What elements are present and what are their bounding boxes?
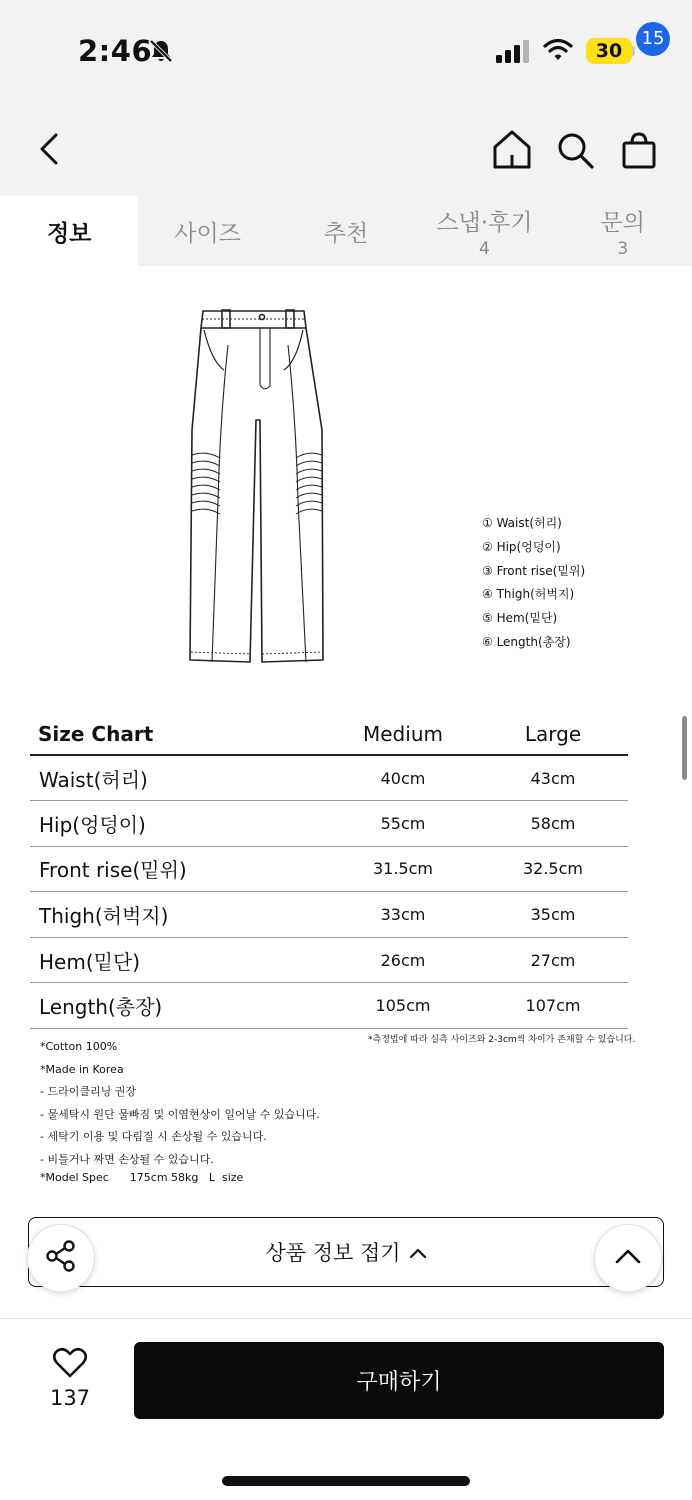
tab-count: 3 xyxy=(617,238,629,259)
buy-label: 구매하기 xyxy=(356,1370,442,1395)
share-icon xyxy=(44,1239,78,1277)
legend-item: ③ Front rise(밑위) xyxy=(482,563,586,578)
top-navigation xyxy=(0,100,692,196)
legend-item: ② Hip(엉덩이) xyxy=(482,539,561,554)
table-header-row xyxy=(30,714,628,755)
note-line: *Made in Korea xyxy=(40,1062,124,1076)
table-cell: 33cm xyxy=(328,892,478,938)
scroll-to-top-button[interactable] xyxy=(594,1224,662,1292)
status-time: 2:46 xyxy=(78,34,153,68)
note-line: *Model Spec 175cm 58kg L size xyxy=(40,1171,244,1184)
table-row xyxy=(30,937,628,983)
home-indicator[interactable] xyxy=(222,1476,470,1486)
bell-muted-icon xyxy=(148,38,174,68)
tab-label: 스냅·후기 xyxy=(436,209,533,236)
table-cell: 26cm xyxy=(328,937,478,983)
back-arrow-icon[interactable] xyxy=(36,132,64,170)
tab-inquiry[interactable] xyxy=(554,196,692,266)
battery-indicator: 30 xyxy=(586,38,632,64)
tab-label: 문의 xyxy=(600,209,645,236)
measurement-legend xyxy=(482,512,585,655)
table-cell: 58cm xyxy=(478,801,628,847)
row-label: Front rise(밑위) xyxy=(30,846,328,892)
row-label: Hip(엉덩이) xyxy=(30,801,328,847)
note-line: - 세탁기 이용 및 다림질 시 손상될 수 있습니다. xyxy=(40,1130,267,1143)
table-cell: 43cm xyxy=(478,755,628,801)
home-icon[interactable] xyxy=(492,128,532,174)
share-button[interactable] xyxy=(27,1224,95,1292)
wifi-icon xyxy=(543,38,573,66)
table-cell: 32.5cm xyxy=(478,846,628,892)
collapse-product-info-button[interactable] xyxy=(28,1217,664,1287)
legend-item: ① Waist(허리) xyxy=(482,516,562,530)
table-row xyxy=(30,892,628,938)
column-header: Size Chart xyxy=(30,714,328,755)
tab-label: 사이즈 xyxy=(174,220,241,247)
tab-size[interactable] xyxy=(138,196,276,266)
column-header: Medium xyxy=(328,714,478,755)
tab-label: 추천 xyxy=(323,220,369,247)
table-cell: 35cm xyxy=(478,892,628,938)
column-header: Large xyxy=(478,714,628,755)
table-row xyxy=(30,846,628,892)
tab-count: 4 xyxy=(478,238,490,259)
like-count: 137 xyxy=(49,1386,91,1410)
care-notes xyxy=(40,1036,320,1185)
note-line: - 드라이클리닝 권장 xyxy=(40,1085,136,1098)
tab-info[interactable] xyxy=(0,196,138,266)
size-chart-table xyxy=(30,714,628,1029)
scrollbar[interactable] xyxy=(682,716,687,780)
collapse-label: 상품 정보 접기 xyxy=(265,1241,401,1265)
chevron-up-icon xyxy=(614,1247,642,1269)
table-cell: 27cm xyxy=(478,937,628,983)
heart-icon[interactable] xyxy=(52,1347,88,1383)
table-cell: 55cm xyxy=(328,801,478,847)
battery-tip xyxy=(632,46,635,56)
note-line: *Cotton 100% xyxy=(40,1040,118,1053)
product-tabs xyxy=(0,196,692,266)
tab-snap-review[interactable] xyxy=(415,196,553,266)
row-label: Thigh(허벅지) xyxy=(30,892,328,938)
tab-label: 정보 xyxy=(46,220,92,247)
table-cell: 107cm xyxy=(478,983,628,1029)
row-label: Waist(허리) xyxy=(30,755,328,801)
table-row xyxy=(30,755,628,801)
cellular-signal-icon xyxy=(496,40,532,68)
note-line: - 물세탁시 원단 물빠짐 및 이염현상이 일어날 수 있습니다. xyxy=(40,1107,320,1121)
legend-item: ⑥ Length(총장) xyxy=(482,634,571,649)
shopping-bag-icon[interactable] xyxy=(620,130,660,174)
note-line: - 비틀거나 짜면 손상될 수 있습니다. xyxy=(40,1152,214,1166)
row-label: Length(총장) xyxy=(30,983,328,1029)
row-label: Hem(밑단) xyxy=(30,937,328,983)
legend-item: ⑤ Hem(밑단) xyxy=(482,611,558,626)
cart-count-badge: 15 xyxy=(636,22,670,56)
legend-item: ④ Thigh(허벅지) xyxy=(482,587,575,602)
table-row xyxy=(30,983,628,1029)
pants-flat-sketch xyxy=(180,300,340,674)
table-cell: 40cm xyxy=(328,755,478,801)
status-bar xyxy=(0,0,692,100)
buy-button[interactable] xyxy=(134,1342,664,1419)
chevron-up-icon xyxy=(409,1240,427,1264)
table-cell: 31.5cm xyxy=(328,846,478,892)
table-row xyxy=(30,801,628,847)
table-cell: 105cm xyxy=(328,983,478,1029)
search-icon[interactable] xyxy=(555,130,595,174)
tab-recommend[interactable] xyxy=(277,196,415,266)
measurement-note: *측정법에 따라 실측 사이즈와 2-3cm씩 차이가 존재할 수 있습니다. xyxy=(368,1035,636,1045)
